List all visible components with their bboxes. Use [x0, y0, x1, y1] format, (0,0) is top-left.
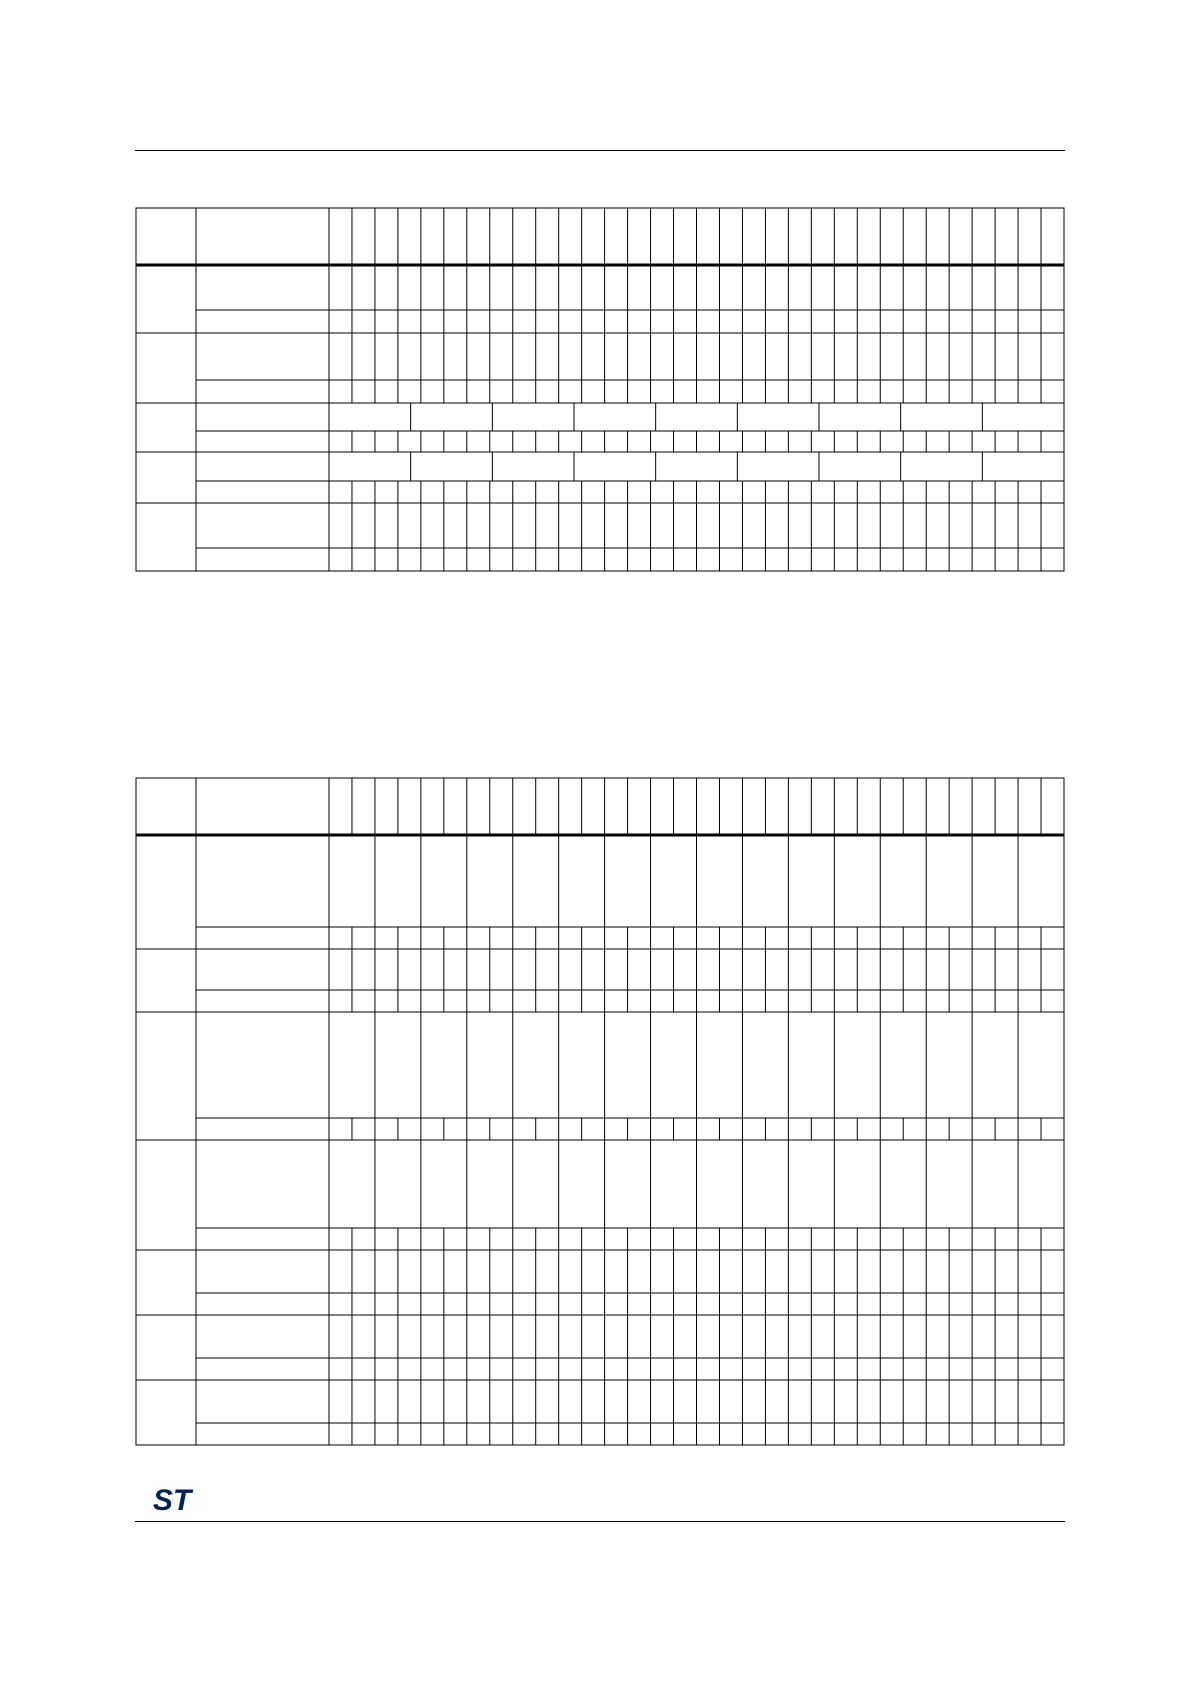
footer-rule: [135, 1521, 1065, 1522]
table-frame: [136, 778, 1064, 1445]
st-logo-icon: [143, 1483, 201, 1517]
st-logo-text: ST: [152, 1484, 192, 1517]
